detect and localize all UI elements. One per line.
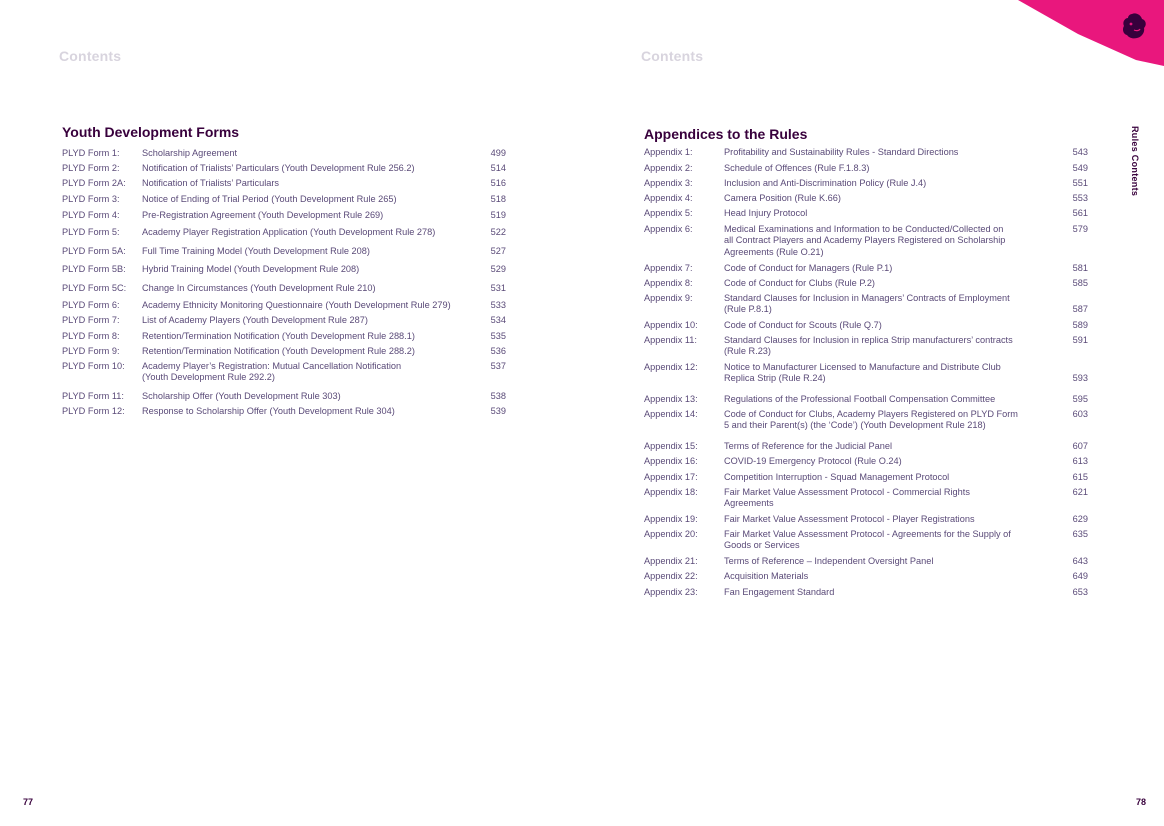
toc-entry-label: Appendix 20:: [644, 529, 698, 539]
toc-entry-label: Appendix 22:: [644, 571, 698, 581]
toc-entry-label: PLYD Form 4:: [62, 210, 120, 220]
toc-entry-page: 603: [1072, 409, 1088, 419]
toc-entry-label: Appendix 4:: [644, 193, 693, 203]
toc-entry-title: Agreements (Rule O.21): [724, 246, 824, 257]
toc-entry-title: Retention/Termination Notification (Youth Development Rule 288.1): [142, 331, 415, 341]
toc-entry-page: 537: [490, 361, 506, 371]
toc-entry-title: Pre-Registration Agreement (Youth Development Rule 269): [142, 210, 384, 220]
toc-entry-label: Appendix 12:: [644, 362, 698, 372]
toc-entry-label: Appendix 21:: [644, 556, 698, 566]
toc-entry-title: Competition Interruption - Squad Management Protocol: [724, 472, 950, 482]
toc-entry-label: Appendix 10:: [644, 320, 698, 330]
toc-entry-label: Appendix 9:: [644, 293, 693, 303]
toc-entry-page: 643: [1072, 556, 1088, 566]
toc-entry-label: Appendix 1:: [644, 147, 693, 157]
toc-entry-label: Appendix 6:: [644, 224, 693, 234]
toc-entry-page: 621: [1072, 487, 1088, 497]
toc-entry-title: Response to Scholarship Offer (Youth Development Rule 304): [142, 406, 395, 416]
toc-entry-page: 539: [490, 406, 506, 416]
toc-entry-page: 649: [1072, 571, 1088, 581]
toc-entry-label: PLYD Form 2:: [62, 163, 120, 173]
toc-entry-title: Goods or Services: [724, 540, 800, 551]
toc-entry-page: 519: [490, 210, 506, 220]
toc-entry-title: Academy Player Registration Application (Youth Development Rule 278): [142, 227, 436, 237]
toc-entry-label: PLYD Form 12:: [62, 406, 125, 416]
toc-entry-title: Standard Clauses for Inclusion in replica Strip manufacturers’ contracts: [724, 335, 1013, 345]
toc-entry-page: 585: [1072, 278, 1088, 288]
toc-entry-title: Inclusion and Anti-Discrimination Policy (Rule J.4): [724, 178, 927, 188]
toc-entry-page: 549: [1072, 163, 1088, 173]
toc-entry-title: Code of Conduct for Clubs, Academy Players Registered on PLYD Form: [724, 409, 1018, 419]
toc-entry-label: PLYD Form 5:: [62, 227, 120, 237]
toc-entry-page: 589: [1072, 320, 1088, 330]
toc-entry-label: Appendix 13:: [644, 394, 698, 404]
toc-entry-label: Appendix 2:: [644, 163, 693, 173]
toc-entry-title: all Contract Players and Academy Players Registered on Scholarship: [724, 235, 1006, 246]
toc-entry-title: Fair Market Value Assessment Protocol - Agreements for the Supply of: [724, 529, 1011, 539]
toc-entry-title: Academy Player’s Registration: Mutual Cancellation Notification: [142, 361, 402, 371]
toc-entry-label: PLYD Form 3:: [62, 194, 120, 204]
toc-entry-page: 629: [1072, 514, 1088, 524]
page-header: Contents: [59, 48, 122, 64]
toc-entry-title: Camera Position (Rule K.66): [724, 193, 841, 203]
toc-entry-title: Fair Market Value Assessment Protocol - Commercial Rights: [724, 487, 970, 497]
toc-entry-page: 499: [490, 148, 506, 158]
toc-entry-page: 561: [1072, 208, 1088, 218]
toc-entry-page: 581: [1072, 263, 1088, 273]
toc-entry-page: 518: [490, 194, 506, 204]
toc-entry-page: 514: [490, 163, 506, 173]
toc-entry-page: 653: [1072, 587, 1088, 597]
toc-entry-title: Notification of Trialists’ Particulars: [142, 178, 280, 188]
toc-entry-title: Terms of Reference for the Judicial Panel: [724, 441, 893, 451]
toc-entry-page: 527: [490, 246, 506, 256]
toc-entry-title: Hybrid Training Model (Youth Development Rule 208): [142, 264, 360, 274]
toc-entry-page: 533: [490, 300, 506, 310]
toc-entry-title: Acquisition Materials: [724, 571, 809, 581]
toc-entry-page: 551: [1072, 178, 1088, 188]
toc-entry-label: Appendix 16:: [644, 456, 698, 466]
toc-entry-label: PLYD Form 2A:: [62, 178, 126, 188]
toc-entry-title: Notice to Manufacturer Licensed to Manufacture and Distribute Club: [724, 362, 1001, 372]
toc-entry-title: COVID-19 Emergency Protocol (Rule O.24): [724, 456, 902, 466]
toc-entry-label: PLYD Form 5A:: [62, 246, 126, 256]
toc-entry-label: Appendix 7:: [644, 263, 693, 273]
toc-entry-title: Notice of Ending of Trial Period (Youth Development Rule 265): [142, 194, 397, 204]
toc-entry-page: 516: [490, 178, 506, 188]
toc-entry-label: PLYD Form 11:: [62, 391, 124, 401]
toc-entry-page: 591: [1072, 335, 1088, 345]
toc-entry-label: Appendix 11:: [644, 335, 697, 345]
toc-entry-title: (Rule R.23): [724, 346, 771, 357]
toc-entry-label: PLYD Form 9:: [62, 346, 120, 356]
toc-entry-page: 531: [490, 283, 506, 293]
toc-entry-title: Standard Clauses for Inclusion in Managers’ Contracts of Employment: [724, 293, 1010, 303]
toc-entry-label: PLYD Form 10:: [62, 361, 125, 371]
toc-entry-title: (Rule P.8.1): [724, 304, 772, 315]
toc-entry-title: Fair Market Value Assessment Protocol - Player Registrations: [724, 514, 975, 524]
toc-entry-title: Schedule of Offences (Rule F.1.8.3): [724, 163, 870, 173]
toc-entry-title: Profitability and Sustainability Rules - Standard Directions: [724, 147, 959, 157]
toc-entry-page: 635: [1072, 529, 1088, 539]
toc-entry-label: Appendix 18:: [644, 487, 698, 497]
section-title: Appendices to the Rules: [644, 126, 808, 142]
toc-entry-title: Head Injury Protocol: [724, 208, 808, 218]
toc-entry-label: Appendix 17:: [644, 472, 698, 482]
corner-decoration: [1018, 0, 1164, 66]
toc-entry-page: 536: [490, 346, 506, 356]
toc-entry-title: Notification of Trialists’ Particulars (Youth Development Rule 256.2): [142, 163, 415, 173]
toc-entry-title: List of Academy Players (Youth Development Rule 287): [142, 315, 368, 325]
toc-entry-title: 5 and their Parent(s) (the ‘Code’) (Youth Development Rule 218): [724, 420, 986, 431]
section-title: Youth Development Forms: [62, 124, 240, 140]
toc-entry-label: Appendix 3:: [644, 178, 693, 188]
page-number: 78: [1135, 797, 1146, 807]
toc-entry-page: 593: [1072, 373, 1088, 384]
toc-entry-label: PLYD Form 5B:: [62, 264, 126, 274]
toc-entry-title: Medical Examinations and Information to be Conducted/Collected on: [724, 224, 1004, 234]
toc-entry-label: PLYD Form 7:: [62, 315, 120, 325]
toc-entry-title: Code of Conduct for Clubs (Rule P.2): [724, 278, 875, 288]
toc-entry-title: Retention/Termination Notification (Youth Development Rule 288.2): [142, 346, 415, 356]
toc-entry-page: 529: [490, 264, 506, 274]
toc-entry-page: 543: [1072, 147, 1088, 157]
toc-entry-title: Fan Engagement Standard: [724, 587, 835, 597]
toc-entry-title: Regulations of the Professional Football Compensation Committee: [724, 394, 996, 404]
toc-entry-page: 534: [490, 315, 506, 325]
toc-entry-title: Change In Circumstances (Youth Development Rule 210): [142, 283, 376, 293]
toc-entry-title: (Youth Development Rule 292.2): [142, 372, 275, 383]
page-header: Contents: [641, 48, 704, 64]
toc-entry-label: Appendix 14:: [644, 409, 698, 419]
toc-entry-label: PLYD Form 1:: [62, 148, 120, 158]
page-number: 77: [23, 797, 34, 807]
toc-entry-label: Appendix 5:: [644, 208, 693, 218]
toc-entry-title: Terms of Reference – Independent Oversight Panel: [724, 556, 934, 566]
toc-entry-label: PLYD Form 5C:: [62, 283, 127, 293]
toc-entry-title: Agreements: [724, 498, 774, 509]
toc-entry-title: Code of Conduct for Managers (Rule P.1): [724, 263, 893, 273]
toc-entry-title: Scholarship Agreement: [142, 148, 237, 158]
toc-entry-page: 587: [1072, 304, 1088, 315]
toc-entry-label: Appendix 15:: [644, 441, 698, 451]
toc-entry-label: PLYD Form 8:: [62, 331, 120, 341]
toc-entry-label: Appendix 23:: [644, 587, 698, 597]
toc-entry-page: 535: [490, 331, 506, 341]
toc-entry-title: Academy Ethnicity Monitoring Questionnaire (Youth Development Rule 279): [142, 300, 451, 310]
toc-entry-title: Scholarship Offer (Youth Development Rule 303): [142, 391, 341, 401]
toc-entry-page: 615: [1072, 472, 1088, 482]
toc-entry-page: 607: [1072, 441, 1088, 451]
toc-entry-page: 522: [490, 227, 506, 237]
toc-entry-page: 595: [1072, 394, 1088, 404]
toc-entry-label: Appendix 19:: [644, 514, 698, 524]
toc-entry-page: 579: [1072, 224, 1088, 234]
toc-entry-page: 553: [1072, 193, 1088, 203]
toc-entry-label: Appendix 8:: [644, 278, 693, 288]
toc-entry-page: 538: [490, 391, 506, 401]
side-tab-label[interactable]: Rules Contents: [1130, 126, 1140, 197]
toc-entry-label: PLYD Form 6:: [62, 300, 120, 310]
toc-entry-title: Code of Conduct for Scouts (Rule Q.7): [724, 320, 882, 330]
toc-entry-title: Replica Strip (Rule R.24): [724, 373, 826, 384]
toc-entry-title: Full Time Training Model (Youth Development Rule 208): [142, 246, 370, 256]
toc-entry-page: 613: [1072, 456, 1088, 466]
